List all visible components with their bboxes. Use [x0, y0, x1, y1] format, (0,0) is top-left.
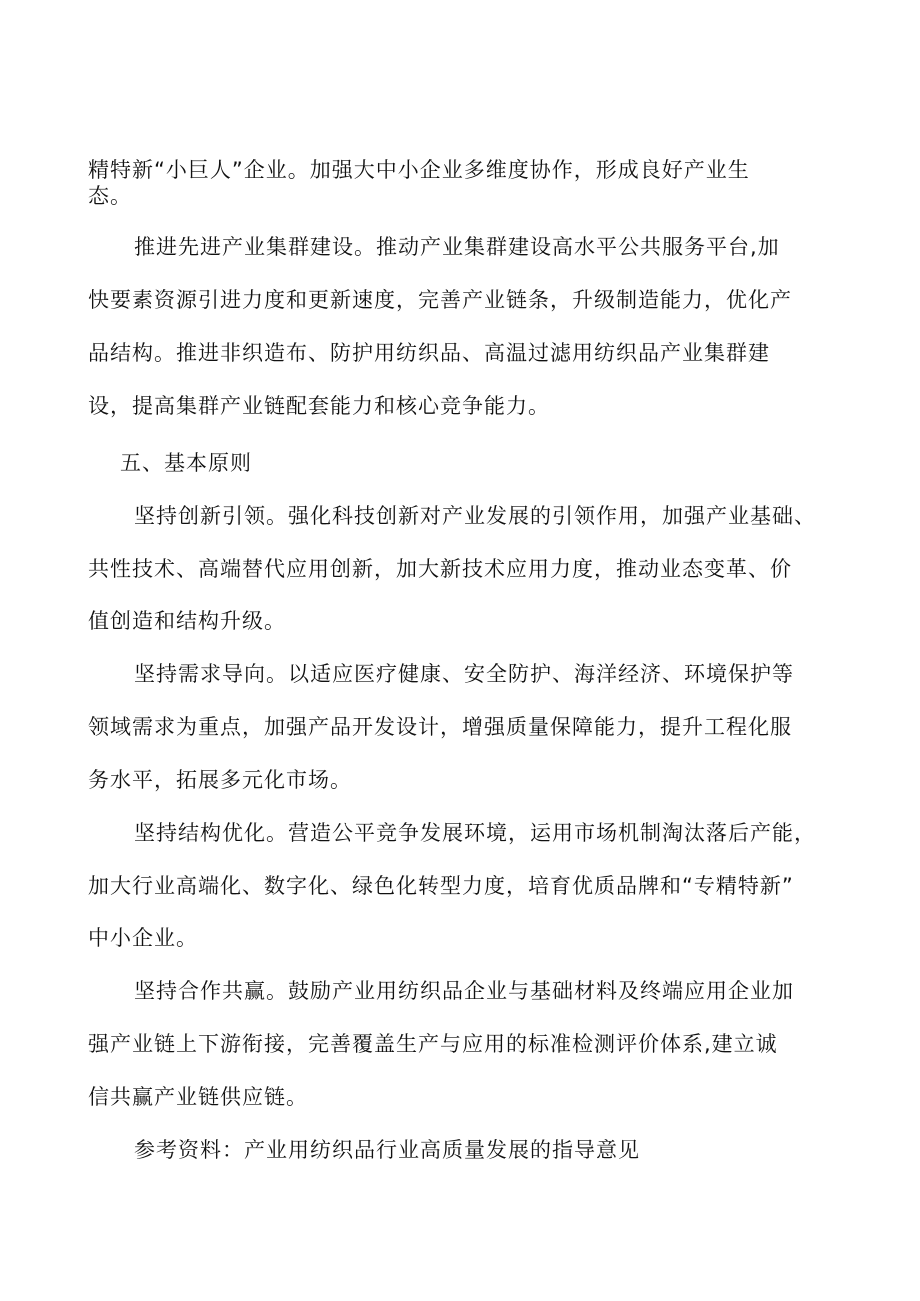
- paragraph-line: 精特新“小巨人”企业。加强大中小企业多维度协作，形成良好产业生: [88, 158, 750, 182]
- paragraph-line: 共性技术、高端替代应用创新，加大新技术应用力度，推动业态变革、价: [88, 557, 792, 581]
- paragraph-line: 强产业链上下游衔接，完善覆盖生产与应用的标准检测评价体系,建立诚: [88, 1032, 778, 1056]
- paragraph-line: 推进先进产业集群建设。推动产业集群建设高水平公共服务平台,加: [134, 235, 780, 259]
- paragraph-line: 加大行业高端化、数字化、绿色化转型力度，培育优质品牌和“专精特新”: [88, 874, 794, 898]
- paragraph-line: 坚持合作共赢。鼓励产业用纺织品企业与基础材料及终端应用企业加: [134, 979, 794, 1003]
- paragraph-line: 快要素资源引进力度和更新速度，完善产业链条，升级制造能力，优化产: [88, 288, 792, 312]
- paragraph-line: 坚持需求导向。以适应医疗健康、安全防护、海洋经济、环境保护等: [134, 662, 794, 686]
- paragraph-line: 信共赢产业链供应链。: [88, 1085, 308, 1109]
- paragraph-line: 领域需求为重点，加强产品开发设计，增强质量保障能力，提升工程化服: [88, 715, 792, 739]
- paragraph-line: 坚持创新引领。强化科技创新对产业发展的引领作用，加强产业基础、: [134, 504, 816, 528]
- paragraph-line: 值创造和结构升级。: [88, 609, 286, 633]
- paragraph-line: 态。: [88, 184, 132, 208]
- reference-line: 参考资料：产业用纺织品行业高质量发展的指导意见: [134, 1138, 640, 1162]
- paragraph-line: 设，提高集群产业链配套能力和核心竞争能力。: [88, 394, 550, 418]
- section-heading: 五、基本原则: [120, 451, 252, 475]
- paragraph-line: 务水平，拓展多元化市场。: [88, 768, 352, 792]
- paragraph-line: 品结构。推进非织造布、防护用纺织品、高温过滤用纺织品产业集群建: [88, 341, 770, 365]
- paragraph-line: 中小企业。: [88, 926, 198, 950]
- paragraph-line: 坚持结构优化。营造公平竞争发展环境，运用市场机制淘汰落后产能，: [134, 821, 816, 845]
